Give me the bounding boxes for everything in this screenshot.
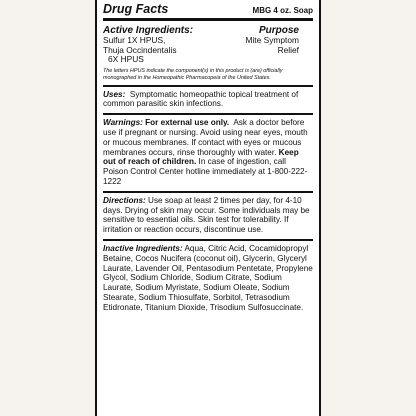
active-ingredients-body	[103, 36, 313, 64]
warnings-ingestion-text: In case of ingestion, call Poison Control Center hotline immediately at 1-800-222-1222	[103, 157, 308, 186]
purpose-list	[245, 36, 313, 64]
active-ingredients-list	[103, 36, 177, 64]
hpus-note: The letters HPUS indicate the component(s) in this product is (are) officially monographed in the Homeopathic Pharmacopeia of the United States.	[103, 67, 283, 81]
active-ingredient: 6X HPUS	[108, 54, 144, 65]
uses-text: Symptomatic homeopathic topical treatment of common parasitic skin infections.	[103, 89, 299, 109]
active-ingredient: Sulfur 1X HPUS,	[103, 35, 166, 46]
title-row	[103, 0, 313, 21]
product-name: MBG 4 oz. Soap	[252, 6, 313, 15]
uses-section	[103, 85, 313, 114]
purpose-heading: Purpose	[258, 25, 299, 37]
active-ingredient: Thuja Occindentalis	[103, 44, 177, 55]
drug-facts-label	[95, 0, 321, 416]
directions-section	[103, 191, 313, 239]
drug-facts-title: Drug Facts	[103, 2, 169, 16]
warnings-external-use: For external use only.	[145, 118, 230, 128]
directions-heading: Directions:	[103, 195, 146, 205]
warnings-text: Ask a doctor before use if pregnant or nursing. Avoid using near eyes, mouth or mucous membranes. If contact with eyes or mucous membranes occurs, rinse thoroughly with water.	[103, 118, 308, 157]
inactive-ingredients-section	[103, 239, 313, 317]
warnings-keep-out: Keep out of reach of children.	[103, 147, 299, 167]
warnings-heading: Warnings:	[103, 118, 143, 128]
uses-heading: Uses:	[103, 89, 126, 99]
purpose-line: Mite Symptom	[245, 35, 299, 46]
inactive-heading: Inactive Ingredients:	[103, 243, 183, 253]
inactive-text: Aqua, Citric Acid, Cocamidopropyl Betaine, Cocos Nucifera (coconut oil), Glycerin, Glyceryl Laurate, Lavender Oil, Pentasodium Pentetate, Propylene Glycol, Sodium Chloride, Sodium Citrate, Sodium Laurate, Sodium Myristate, Sodium Oleate, Sodium Stearate, Sodium Thiosulfate, Sorbitol, Tetrasodium Etidronate, Titanium Dioxide, Trisodium Sulfosuccinate.	[103, 243, 313, 312]
active-ingredients-heading: Active Ingredients:	[103, 25, 194, 37]
directions-text: Use soap at least 2 times per day, for 4-10 days. Drying of skin may occur. Some individuals may be sensitive to essential oils. Skin test for tolerability. If irritation or reaction occurs, discontinue use.	[103, 195, 310, 235]
purpose-line: Relief	[277, 44, 299, 55]
warnings-section	[103, 113, 313, 191]
